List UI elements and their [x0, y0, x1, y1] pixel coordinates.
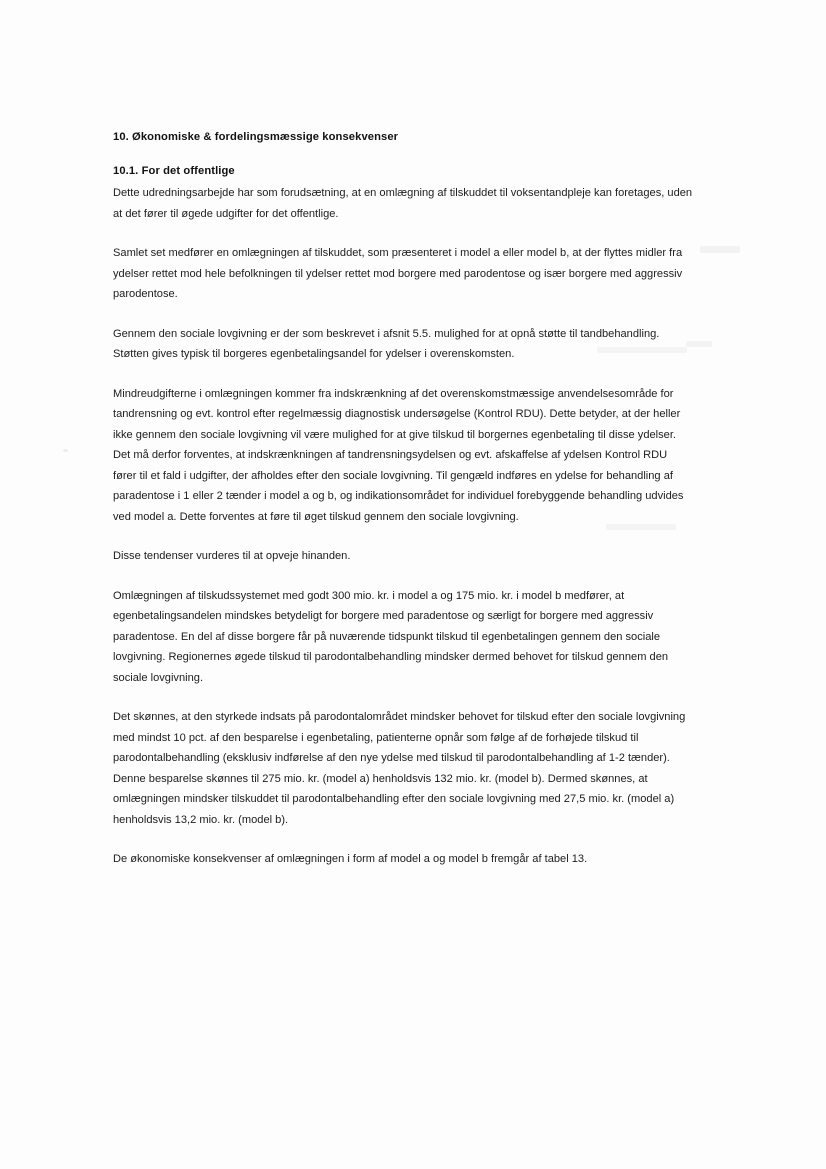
paragraph: Dette udredningsarbejde har som forudsætning, at en omlægning af tilskuddet til voksentandpleje kan foretages, uden at det fører til øgede udgifter for det offentlige. — [113, 187, 693, 220]
paragraph: De økonomiske konsekvenser af omlægningen i form af model a og model b fremgår af tabel 13. — [113, 853, 588, 865]
document-body — [113, 131, 693, 870]
section-subheading: 10.1. For det offentlige — [113, 165, 235, 177]
paragraph: Disse tendenser vurderes til at opveje hinanden. — [113, 550, 351, 562]
paragraph: Samlet set medfører en omlægningen af tilskuddet, som præsenteret i model a eller model b, at der flyttes midler fra ydelser rettet mod hele befolkningen til ydelser rettet mod borgere med parodentose og især borgere med aggressiv parodentose. — [113, 247, 683, 300]
paragraph: Mindreudgifterne i omlægningen kommer fra indskrænkning af det overenskomstmæssige anvendelsesområde for tandrensning og evt. kontrol efter regelmæssig diagnostisk undersøgelse (Kontrol RDU). Dette betyder, at der heller ikke gennem den sociale lovgivning vil være mulighed for at give tilskud til borgernes egenbetaling til disse ydelser. Det må derfor forventes, at indskrænkningen af tandrensningsydelsen og evt. afskaffelse af ydelsen Kontrol RDU fører til et fald i udgifter, der afholdes efter den sociale lovgivning. Til gengæld indføres en ydelse for behandling af paradentose i 1 eller 2 tænder i model a og b, og indikationsområdet for individuel forebyggende behandling udvides ved model a. Dette forventes at føre til øget tilskud gennem den sociale lovgivning. — [113, 387, 684, 523]
section-heading: 10. Økonomiske & fordelingsmæssige konsekvenser — [113, 131, 399, 143]
paragraph: Det skønnes, at den styrkede indsats på parodontalområdet mindsker behovet for tilskud efter den sociale lovgivning med mindst 10 pct. af den besparelse i egenbetaling, patienterne opnår som følge af de forhøjede tilskud til parodontalbehandling (eksklusiv indførelse af den nye ydelse med tilskud til parodontalbehandling af 1-2 tænder). Denne besparelse skønnes til 275 mio. kr. (model a) henholdsvis 132 mio. kr. (model b). Dermed skønnes, at omlægningen mindsker tilskuddet til parodontalbehandling efter den sociale lovgivning med 27,5 mio. kr. (model a) henholdsvis 13,2 mio. kr. (model b). — [113, 711, 686, 826]
paragraph: Omlægningen af tilskudssystemet med godt 300 mio. kr. i model a og 175 mio. kr. i model b medfører, at egenbetalingsandelen mindskes betydeligt for borgere med paradentose og særligt for borgere med aggressiv paradentose. En del af disse borgere får på nuværende tidspunkt tilskud til egenbetalingen gennem den sociale lovgivning. Regionernes øgede tilskud til parodontalbehandling mindsker dermed behovet for tilskud gennem den sociale lovgivning. — [113, 589, 669, 684]
scan-artifact — [700, 246, 740, 253]
scan-artifact — [63, 449, 68, 452]
paragraph: Gennem den sociale lovgivning er der som beskrevet i afsnit 5.5. mulighed for at opnå støtte til tandbehandling. Støtten gives typisk til borgeres egenbetalingsandel for ydelser i overenskomsten. — [113, 327, 660, 360]
